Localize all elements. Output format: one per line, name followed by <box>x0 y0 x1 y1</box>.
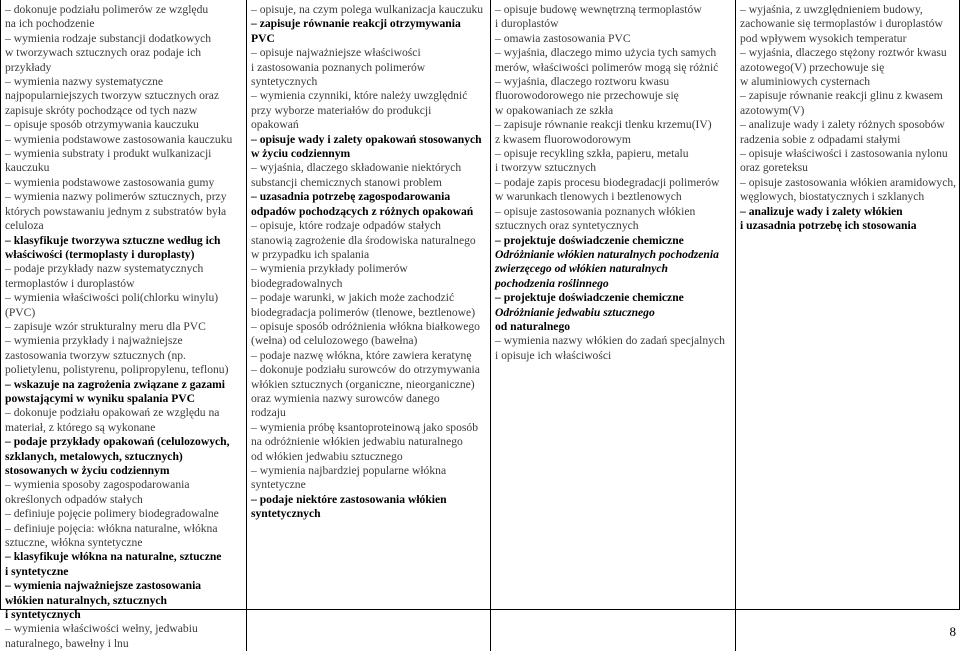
list-item: oraz wymienia nazwy surowców danego <box>251 391 440 405</box>
list-item: syntetyczne <box>251 478 306 492</box>
list-item: – wymienia przykłady polimerów <box>251 262 408 276</box>
list-item: – opisuje budowę wewnętrzną termoplastów <box>495 3 702 16</box>
list-item: – wymienia najbardziej popularne włókna <box>251 464 447 477</box>
column-3 <box>491 0 736 651</box>
list-item: odpadów pochodzących z różnych opakowań <box>251 204 474 218</box>
list-item: włókien naturalnych, sztucznych <box>5 593 168 607</box>
list-item: – podaje warunki, w jakich może zachodzić <box>251 291 455 305</box>
list-item: – opisuje sposób odróżnienia włókna białkowego <box>251 319 480 333</box>
list-item: – wyjaśnia, dlaczego roztworu kwasu <box>495 75 670 89</box>
list-item: – dokonuje podziału opakowań ze względu na <box>5 406 220 420</box>
list-item: stosowanych w życiu codziennym <box>5 464 170 477</box>
list-item: naturalnego, bawełny i lnu <box>5 636 129 650</box>
list-item: w aluminiowych cysternach <box>740 75 871 89</box>
list-item: pod wpływem wysokich temperatur <box>740 31 907 45</box>
list-item: celuloza <box>5 219 44 233</box>
list-item: Odróżnianie jedwabiu sztucznego <box>495 305 655 319</box>
list-item: i syntetycznych <box>5 608 81 622</box>
list-item: (wełna) od celulozowego (bawełna) <box>251 334 418 348</box>
list-item: termoplastów i duroplastów <box>5 276 135 290</box>
list-item: – analizuje wady i zalety różnych sposobów <box>740 118 945 132</box>
list-item: włókien sztucznych (organiczne, nieorganiczne) <box>251 377 475 391</box>
list-item: – opisuje zastosowania poznanych włókien <box>495 204 696 218</box>
list-item: biodegradowalnych <box>251 276 343 290</box>
list-item: – opisuje sposób otrzymywania kauczuku <box>5 118 199 132</box>
list-item: – opisuje, które rodzaje odpadów stałych <box>251 219 441 233</box>
list-item: w warunkach tlenowych i beztlenowych <box>495 190 682 204</box>
list-item: – wyjaśnia, dlaczego stężony roztwór kwasu <box>740 46 947 60</box>
list-item: – wyjaśnia, dlaczego składowanie niektórych <box>251 161 462 175</box>
list-item: w opakowaniach ze szkła <box>495 103 614 117</box>
list-item: w życiu codziennym <box>251 147 351 161</box>
list-item: właściwości (termoplasty i duroplasty) <box>5 247 195 261</box>
page-number: 8 <box>949 624 956 639</box>
list-item: fluorowodorowego nie przechowuje się <box>495 89 679 103</box>
list-item: – dokonuje podziału polimerów ze względu <box>5 3 209 16</box>
list-item: – wymienia substraty i produkt wulkanizacji <box>5 147 212 161</box>
list-item: przykłady <box>5 60 52 74</box>
list-item: polietylenu, polistyrenu, polipropylenu, teflonu) <box>5 363 229 377</box>
list-item: – wymienia podstawowe zastosowania kauczuku <box>5 132 233 146</box>
list-item: stanowią zagrożenie dla środowiska naturalnego <box>251 233 476 247</box>
list-item: przy wyborze materiałów do produkcji <box>251 103 432 117</box>
list-item: syntetycznych <box>251 507 321 521</box>
list-item: sztuczne, włókna syntetyczne <box>5 536 143 550</box>
list-item: materiał, z którego są wykonane <box>5 420 156 434</box>
list-item: oraz goreteksu <box>740 161 808 175</box>
list-item: – wymienia nazwy systematyczne <box>5 75 164 89</box>
list-item: pochodzenia roślinnego <box>495 276 609 290</box>
list-item: azotowego(V) przechowuje się <box>740 60 885 74</box>
list-item: – opisuje właściwości i zastosowania nylonu <box>740 147 948 161</box>
list-item: – wskazuje na zagrożenia związane z gazami <box>5 377 226 391</box>
list-item: merów, właściwości polimerów mogą się różnić <box>495 60 719 74</box>
list-item: i syntetyczne <box>5 564 69 578</box>
list-item: – wymienia właściwości poli(chlorku winylu) <box>5 291 219 305</box>
list-item: w tworzywach sztucznych oraz podaje ich <box>5 46 202 60</box>
list-item: kauczuku <box>5 161 50 175</box>
list-item: określonych odpadów stałych <box>5 492 143 506</box>
list-item: – wymienia najważniejsze zastosowania <box>5 579 202 593</box>
list-item: których powstawaniu jednym z substratów była <box>5 204 227 218</box>
list-item: – zapisuje wzór strukturalny meru dla PVC <box>5 319 206 333</box>
list-item: – analizuje wady i zalety włókien <box>740 204 903 218</box>
list-item: – uzasadnia potrzebę zagospodarowania <box>251 190 451 204</box>
list-item: – opisuje najważniejsze właściwości <box>251 46 421 60</box>
list-item: – wymienia właściwości wełny, jedwabiu <box>5 622 198 636</box>
list-item: – wymienia przykłady i najważniejsze <box>5 334 183 348</box>
list-item: na ich pochodzenie <box>5 17 95 31</box>
list-item: z kwasem fluorowodorowym <box>495 132 631 146</box>
list-item: – wymienia sposoby zagospodarowania <box>5 478 190 492</box>
list-item: – wymienia próbę ksantoproteinową jako sposób <box>251 420 479 434</box>
list-item: substancji chemicznych stanowi problem <box>251 175 442 189</box>
list-item: w przypadku ich spalania <box>251 247 370 261</box>
list-item: (PVC) <box>5 305 36 319</box>
list-item: – wymienia nazwy włókien do zadań specjalnych <box>495 334 725 348</box>
list-item: – dokonuje podziału surowców do otrzymywania <box>251 363 480 377</box>
list-item: rodzaju <box>251 406 286 420</box>
list-item: zachowanie się termoplastów i duroplastów <box>740 17 943 31</box>
list-item: – klasyfikuje tworzywa sztuczne według ich <box>5 233 221 247</box>
list-item: i duroplastów <box>495 17 559 31</box>
list-item: zwierzęcego od włókien naturalnych <box>495 262 668 276</box>
list-item: – podaje zapis procesu biodegradacji polimerów <box>495 175 720 189</box>
list-item: sztucznych oraz syntetycznych <box>495 219 639 233</box>
list-item: powstającymi w wyniku spalania PVC <box>5 391 196 405</box>
list-item: i zastosowania poznanych polimerów <box>251 60 426 74</box>
list-item: – podaje przykłady nazw systematycznych <box>5 262 204 276</box>
list-item: – wyjaśnia, dlaczego mimo użycia tych samych <box>495 46 717 60</box>
list-item: – projektuje doświadczenie chemiczne <box>495 291 684 305</box>
column-4 <box>736 0 961 651</box>
list-item: i uzasadnia potrzebę ich stosowania <box>740 219 917 233</box>
column-2 <box>247 0 491 651</box>
list-item: od włókien jedwabiu sztucznego <box>251 449 403 463</box>
list-item: – definiuje pojęcie polimery biodegradowalne <box>5 507 219 521</box>
list-item: PVC <box>251 31 275 45</box>
list-item: – podaje nazwę włókna, które zawiera keratynę <box>251 348 472 362</box>
list-item: – zapisuje równanie reakcji tlenku krzemu(IV) <box>495 118 712 132</box>
list-item: – klasyfikuje włókna na naturalne, sztuczne <box>5 550 222 564</box>
list-item: radzenia sobie z odpadami stałymi <box>740 132 901 146</box>
list-item: – opisuje recykling szkła, papieru, metalu <box>495 147 689 161</box>
list-item: – wymienia podstawowe zastosowania gumy <box>5 175 215 189</box>
column-1 <box>1 0 247 651</box>
list-item: – opisuje, na czym polega wulkanizacja kauczuku <box>251 3 484 16</box>
list-item: – podaje niektóre zastosowania włókien <box>251 492 447 506</box>
list-item: zastosowania tworzyw sztucznych (np. <box>5 348 186 362</box>
list-item: – zapisuje równanie reakcji glinu z kwasem <box>740 89 943 103</box>
list-item: na odróżnienie włókien jedwabiu naturalnego <box>251 435 463 449</box>
list-item: szklanych, metalowych, sztucznych) <box>5 449 183 463</box>
list-item: – wyjaśnia, z uwzględnieniem budowy, <box>740 3 923 16</box>
list-item: – wymienia rodzaje substancji dodatkowych <box>5 31 212 45</box>
list-item: węglowych, biostatycznych i szklanych <box>740 190 925 204</box>
list-item: biodegradacja polimerów (tlenowe, beztlenowe) <box>251 305 476 319</box>
list-item: opakowań <box>251 118 299 132</box>
list-item: najpopularniejszych tworzyw sztucznych oraz <box>5 89 220 103</box>
list-item: azotowym(V) <box>740 103 805 117</box>
list-item: od naturalnego <box>495 319 571 333</box>
list-item: zapisuje skróty pochodzące od tych nazw <box>5 103 198 117</box>
list-item: – definiuje pojęcia: włókna naturalne, włókna <box>5 521 218 535</box>
list-item: – wymienia czynniki, które należy uwzględnić <box>251 89 468 103</box>
list-item: – zapisuje równanie reakcji otrzymywania <box>251 17 461 31</box>
list-item: – omawia zastosowania PVC <box>495 31 631 45</box>
list-item: – projektuje doświadczenie chemiczne <box>495 233 684 247</box>
list-item: i tworzyw sztucznych <box>495 161 597 175</box>
list-item: Odróżnianie włókien naturalnych pochodzenia <box>495 247 719 261</box>
list-item: syntetycznych <box>251 75 318 89</box>
list-item: – opisuje wady i zalety opakowań stosowanych <box>251 132 482 146</box>
list-item: – podaje przykłady opakowań (celulozowych, <box>5 435 230 449</box>
list-item: – wymienia nazwy polimerów sztucznych, przy <box>5 190 227 204</box>
list-item: i opisuje ich właściwości <box>495 348 612 362</box>
list-item: – opisuje zastosowania włókien aramidowych, <box>740 175 957 189</box>
